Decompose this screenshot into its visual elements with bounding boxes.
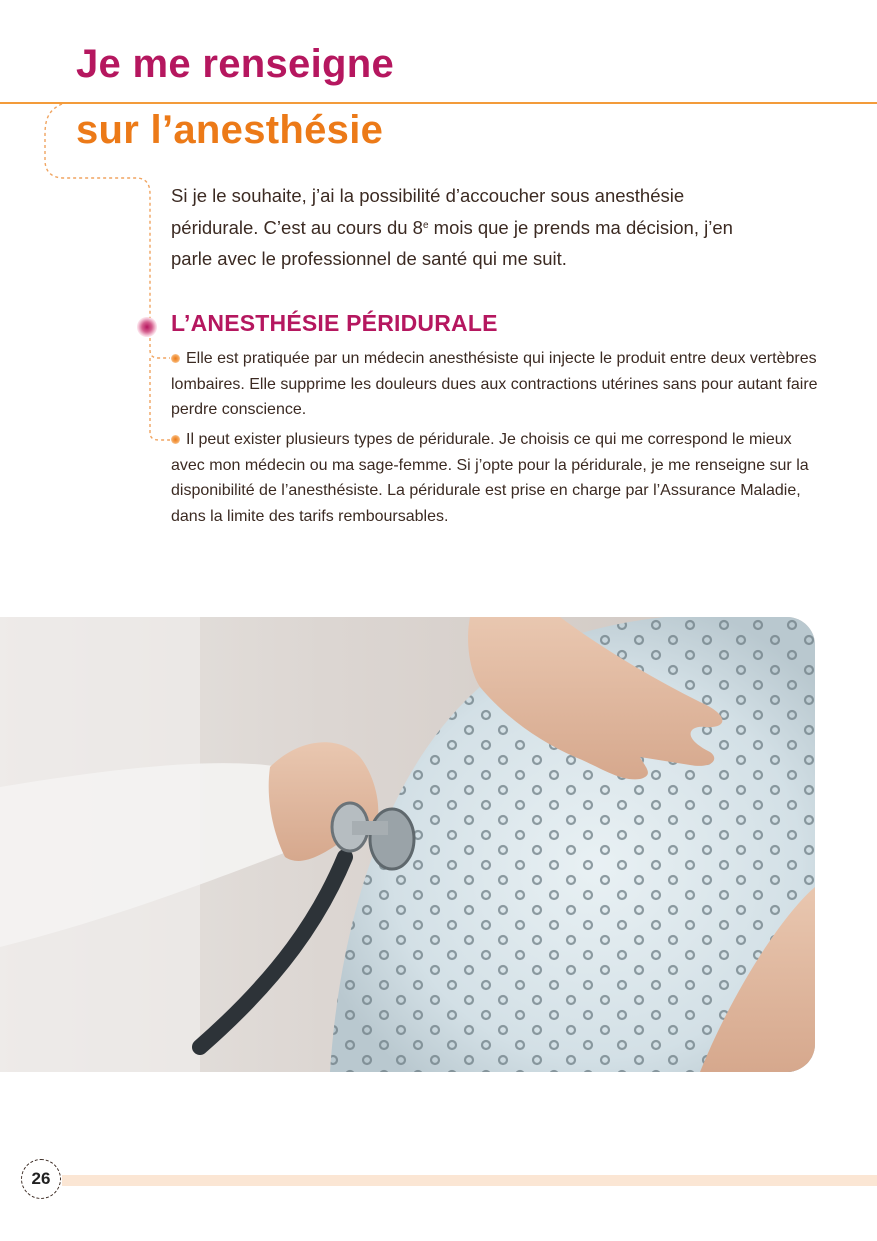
page-title-line1: Je me renseigne [76, 42, 394, 86]
section-title: L’ANESTHÉSIE PÉRIDURALE [171, 310, 498, 336]
list-item [171, 427, 821, 529]
bullet-dot-icon [171, 435, 180, 444]
footer-band [62, 1175, 877, 1186]
list-item-text: Elle est pratiquée par un médecin anesthésiste qui injecte le produit entre deux vertèbres lombaires. Elle supprime les douleurs dues aux contractions utérines sans pour autant faire perdre conscience. [171, 350, 818, 418]
section-bullet-icon [137, 317, 157, 337]
page-title-line2: sur l’anesthésie [76, 108, 384, 152]
page-number: 26 [21, 1159, 61, 1199]
intro-superscript: e [422, 219, 429, 231]
intro-text-part1: Si je le souhaite, j’ai la possibilité d’accoucher sous anesthésie péridurale. C’est au cours du 8 [171, 185, 685, 238]
list-item-text: Il peut exister plusieurs types de péridurale. Je choisis ce qui me correspond le mieux avec mon médecin ou ma sage-femme. Si j’opte pour la péridurale, je me renseigne sur la disponibilité de l’anesthésiste. La péridurale est prise en charge par l’Assurance Maladie, dans la limite des tarifs remboursables. [171, 431, 809, 525]
list-item [171, 346, 821, 423]
photo-stethoscope-pregnant-belly [0, 617, 815, 1072]
intro-paragraph [171, 180, 771, 275]
photo-illustration [0, 617, 815, 1072]
bullet-dot-icon [171, 354, 180, 363]
intro-text-part2: mois que je prends ma décision, j’en parle avec le professionnel de santé qui me suit. [171, 216, 733, 269]
header-rule [0, 102, 877, 104]
